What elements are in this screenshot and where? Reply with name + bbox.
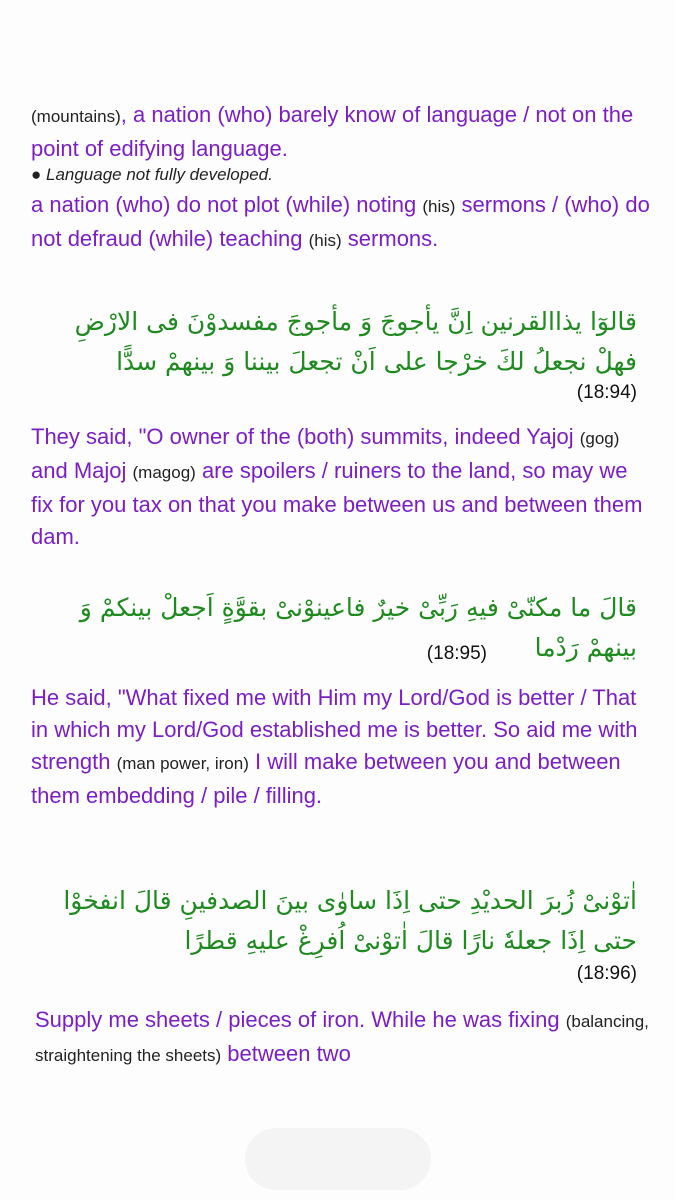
verse-ref-94: (18:94) xyxy=(576,382,637,403)
gloss-mountains: (mountains) xyxy=(31,107,121,126)
note-language: ● Language not fully developed. xyxy=(31,165,273,184)
gloss-his-1: (his) xyxy=(422,197,456,216)
gloss-man-power: (man power, iron) xyxy=(116,754,249,773)
paragraph-mountains xyxy=(31,99,651,165)
text-nation-language: , a nation (who) barely know of language / not on the point of edifying language. xyxy=(31,102,634,161)
gloss-balancing: (balancing, straightening the sheets) xyxy=(35,1012,649,1065)
text-94-c: are spoilers / ruiners to the land, so may we fix for you tax on that you make between us and between them dam. xyxy=(31,458,643,549)
translation-verse-96 xyxy=(35,1004,655,1072)
home-gesture-bar[interactable] xyxy=(245,1128,431,1190)
text-nation-plot: a nation (who) do not plot (while) noting xyxy=(31,192,423,217)
text-94-b: and Majoj xyxy=(31,458,133,483)
text-95-a: He said, "What fixed me with Him my Lord/God is better / That in which my Lord/God established me is better. So aid me with strength xyxy=(31,685,638,774)
gloss-gog: (gog) xyxy=(579,429,620,448)
text-sermons-end: sermons. xyxy=(341,226,439,251)
arabic-verse-95: قالَ ما مكنّىْ فيهِ رَبِّىْ خيرٌ فاعينوْنىْ بقوَّةٍ اَجعلْ بينكمْ وَ بينهمْ رَدْما xyxy=(79,593,637,662)
text-94-a: They said, "O owner of the (both) summits, indeed Yajoj xyxy=(31,424,580,449)
verse-ref-95: (18:95) xyxy=(426,643,487,664)
text-96-b: between two xyxy=(221,1041,351,1066)
text-sermons-defraud: sermons / (who) do not defraud (while) teaching xyxy=(31,192,650,251)
verse-ref-96: (18:96) xyxy=(576,963,637,984)
gloss-magog: (magog) xyxy=(132,463,196,482)
text-95-b: I will make between you and between them embedding / pile / filling. xyxy=(31,749,621,808)
paragraph-nation-sermons xyxy=(31,189,651,257)
translation-verse-94 xyxy=(31,421,651,553)
translation-verse-95 xyxy=(31,682,651,812)
arabic-verse-96: اٰتوْنىْ زُبرَ الحديْدِ حتى اِذَا ساوٰى بينَ الصدفينِ قالَ انفخوْا حتى اِذَا جعلهٗ نارًا قالَ اٰتوْنىْ اُفرِغْ عليهِ قطرًا xyxy=(63,886,637,955)
gloss-his-2: (his) xyxy=(308,231,342,250)
arabic-verse-94: قالوٓا يذاالقرنين اِنَّ يأجوجَ وَ مأجوجَ مفسدوْنَ فى الارْضِ فهلْ نجعلُ لكَ خرْجا على اَنْ تجعلَ بيننا وَ بينهمْ سدًّا xyxy=(74,307,637,376)
text-96-a: Supply me sheets / pieces of iron. While he was fixing xyxy=(35,1007,566,1032)
